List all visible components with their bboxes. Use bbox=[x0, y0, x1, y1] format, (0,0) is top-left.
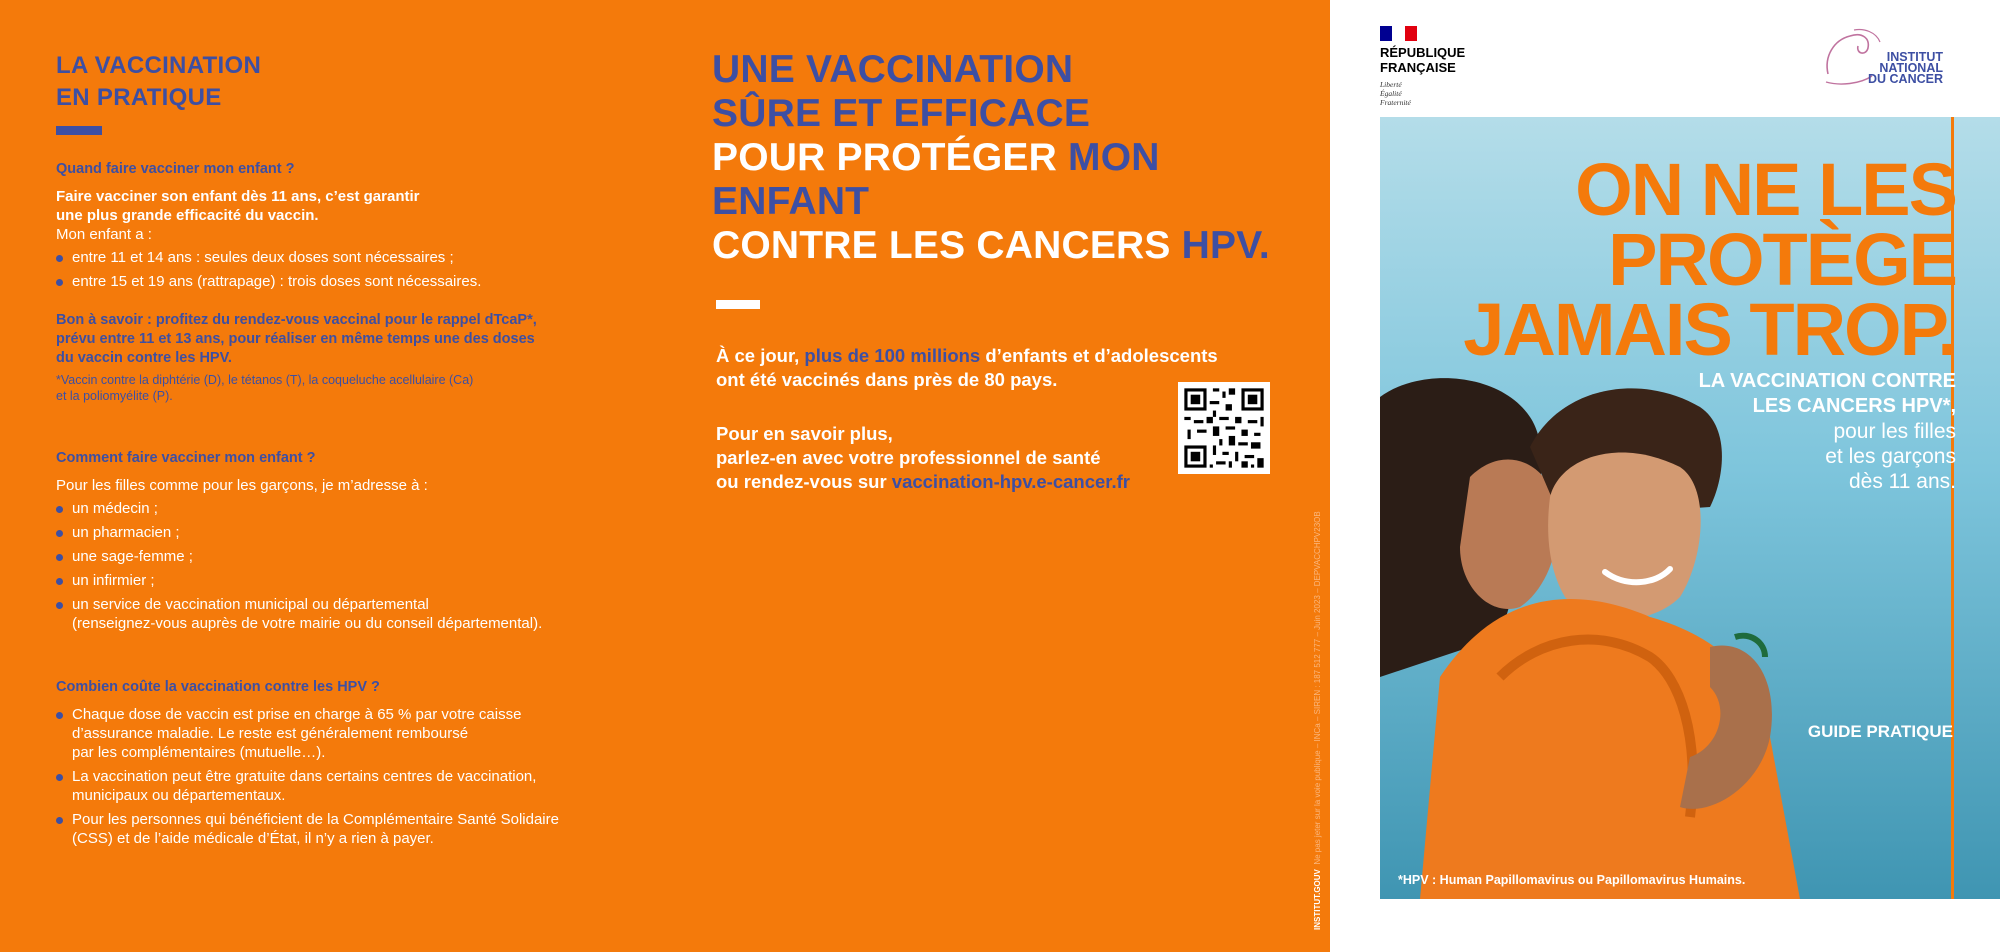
inca-name: INSTITUT NATIONAL DU CANCER bbox=[1868, 50, 1943, 86]
good-to-know: Bon à savoir : profitez du rendez-vous vaccinal pour le rappel dTcaP*, prévu entre 11 et 13 ans, pour réaliser en même temps une des doses du vaccin contre les HPV. bbox=[56, 312, 537, 366]
dose-list bbox=[56, 248, 616, 291]
cover-headline: ON NE LES PROTÈGE JAMAIS TROP. bbox=[1463, 148, 1956, 371]
list-item: La vaccination peut être gratuite dans certains centres de vaccination, municipaux ou départementaux. bbox=[56, 767, 616, 805]
republique-francaise-logo bbox=[1380, 26, 1465, 107]
question-when: Quand faire vacciner mon enfant ? bbox=[56, 161, 295, 177]
contacts-list bbox=[56, 499, 616, 633]
list-item: un pharmacien ; bbox=[56, 523, 616, 542]
list-item: Pour les personnes qui bénéficient de la Complémentaire Santé Solidaire (CSS) et de l’aide médicale d’État, il n’y a rien à payer. bbox=[56, 810, 616, 848]
list-item: un infirmier ; bbox=[56, 571, 616, 590]
footnote: *Vaccin contre la diphtérie (D), le tétanos (T), la coqueluche acellulaire (Ca) et la poliomyélite (P). bbox=[56, 373, 474, 403]
stat-paragraph: À ce jour, plus de 100 millions d’enfants et d’adolescents ont été vaccinés dans près de 80 pays. bbox=[716, 345, 1218, 390]
title-underline bbox=[56, 126, 102, 135]
qr-code-icon[interactable] bbox=[1178, 382, 1270, 474]
guide-label: GUIDE PRATIQUE bbox=[1807, 722, 1953, 741]
main-headline: UNE VACCINATION SÛRE ET EFFICACE POUR PROTÉGER MON ENFANT CONTRE LES CANCERS HPV. bbox=[712, 48, 1270, 267]
question-how: Comment faire vacciner mon enfant ? bbox=[56, 450, 316, 466]
rf-name: RÉPUBLIQUE FRANÇAISE bbox=[1380, 45, 1466, 75]
rf-motto: Liberté Égalité Fraternité bbox=[1380, 80, 1411, 107]
cost-list bbox=[56, 705, 616, 848]
headline-underline bbox=[716, 300, 760, 309]
question-cost: Combien coûte la vaccination contre les HPV ? bbox=[56, 679, 380, 695]
practical-section bbox=[56, 50, 616, 853]
when-intro: Mon enfant a : bbox=[56, 226, 152, 243]
when-answer-bold: Faire vacciner son enfant dès 11 ans, c’est garantir une plus grande efficacité du vaccin. bbox=[56, 188, 420, 224]
list-item: Chaque dose de vaccin est prise en charge à 65 % par votre caisse d’assurance maladie. Le reste est généralement remboursé par les complémentaires (mutuelle…). bbox=[56, 705, 616, 762]
list-item: un service de vaccination municipal ou départemental (renseignez-vous auprès de votre mairie ou du conseil départemental). bbox=[56, 595, 616, 633]
french-flag-icon bbox=[1380, 26, 1417, 41]
section-title: LA VACCINATION EN PRATIQUE bbox=[56, 52, 262, 111]
list-item: entre 15 et 19 ans (rattrapage) : trois doses sont nécessaires. bbox=[56, 272, 616, 291]
cover-subtitle: LA VACCINATION CONTRE LES CANCERS HPV*, pour les filles et les garçons dès 11 ans. bbox=[1698, 370, 1956, 493]
how-intro: Pour les filles comme pour les garçons, je m’adresse à : bbox=[56, 477, 428, 494]
info-paragraph: Pour en savoir plus, parlez-en avec votre professionnel de santé ou rendez-vous sur vaccination-hpv.e-cancer.fr bbox=[716, 423, 1130, 492]
hpv-footnote: *HPV : Human Papillomavirus ou Papillomavirus Humains. bbox=[1398, 873, 1746, 887]
list-item: une sage-femme ; bbox=[56, 547, 616, 566]
website-link[interactable]: vaccination-hpv.e-cancer.fr bbox=[891, 471, 1130, 492]
list-item: entre 11 et 14 ans : seules deux doses sont nécessaires ; bbox=[56, 248, 616, 267]
list-item: un médecin ; bbox=[56, 499, 616, 518]
legal-mention: INSTITUT.GOUV Ne pas jeter sur la voie publique – INCa – SIREN : 187 512 777 – Juin 2023 – DEPVACCHPV23OB bbox=[1313, 511, 1322, 930]
